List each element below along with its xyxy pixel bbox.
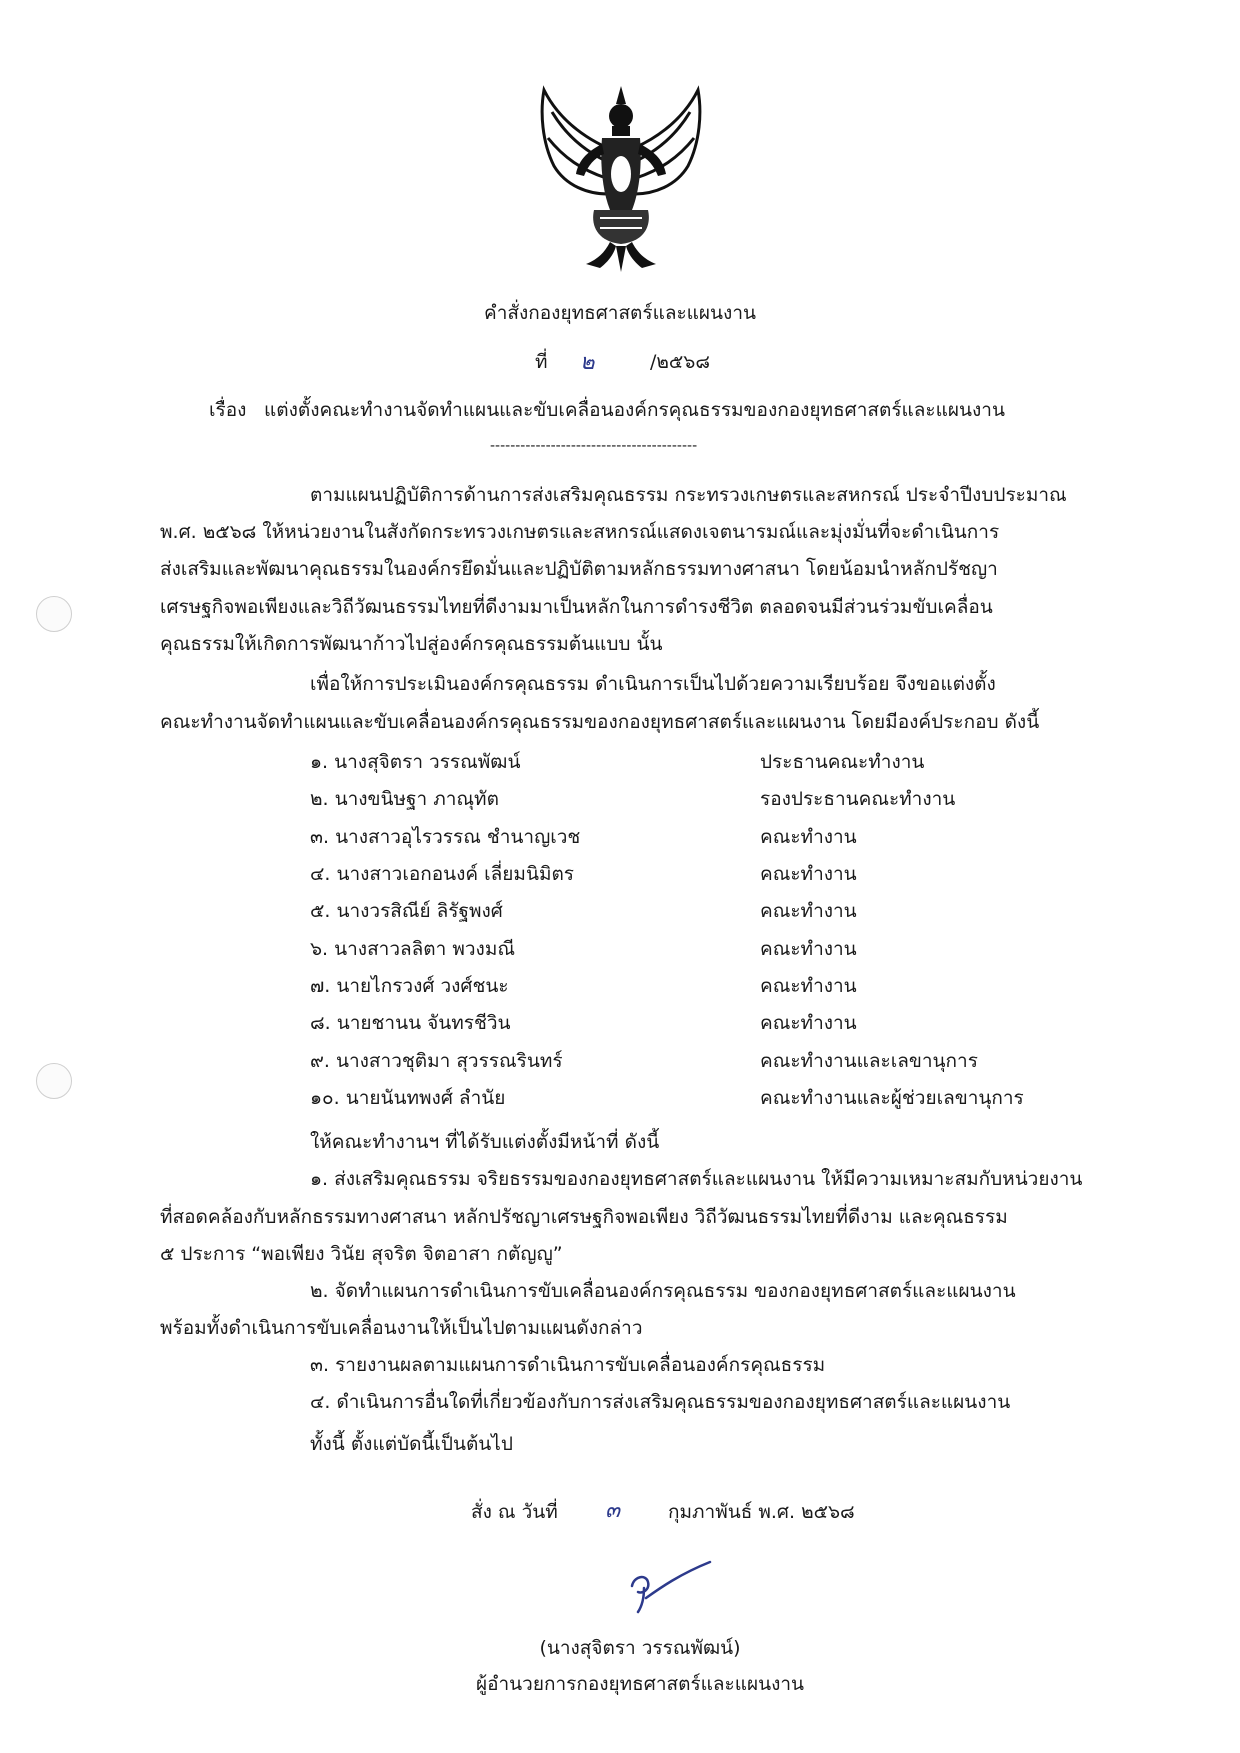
duty-4: ๔. ดำเนินการอื่นใดที่เกี่ยวข้องกับการส่งเสริมคุณธรรมของกองยุทธศาสตร์และแผนงาน xyxy=(310,1391,1011,1413)
duty-1-line-2: ที่สอดคล้องกับหลักธรรมทางศาสนา หลักปรัชญาเศรษฐกิจพอเพียง วิถีวัฒนธรรมไทยที่ดีงาม และคุณธรรม xyxy=(160,1206,1008,1228)
member-name: ๑๐. นายนันทพงศ์ ลำนัย xyxy=(310,1087,506,1109)
member-name: ๓. นางสาวอุไรวรรณ ชำนาญเวช xyxy=(310,826,581,848)
member-role: คณะทำงาน xyxy=(760,863,857,885)
member-name: ๘. นายชานน จันทรชีวิน xyxy=(310,1012,511,1034)
member-name: ๗. นายไกรวงศ์ วงศ์ชนะ xyxy=(310,975,509,997)
member-role: คณะทำงาน xyxy=(760,975,857,997)
member-role: คณะทำงาน xyxy=(760,938,857,960)
member-name: ๙. นางสาวชุติมา สุวรรณรินทร์ xyxy=(310,1050,563,1072)
order-title: คำสั่งกองยุทธศาสตร์และแผนงาน xyxy=(484,302,756,324)
signatory-position: ผู้อำนวยการกองยุทธศาสตร์และแผนงาน xyxy=(475,1673,805,1695)
issued-day-handwritten: ๓ xyxy=(605,1498,621,1523)
member-name: ๑. นางสุจิตรา วรรณพัฒน์ xyxy=(310,751,521,773)
issued-prefix: สั่ง ณ วันที่ xyxy=(471,1501,558,1523)
member-role: รองประธานคณะทำงาน xyxy=(760,788,956,810)
intro-line-2: พ.ศ. ๒๕๖๘ ให้หน่วยงานในสังกัดกระทรวงเกษตรและสหกรณ์แสดงเจตนารมณ์และมุ่งมั่นที่จะดำเนินการ xyxy=(160,521,1000,543)
purpose-line-1: เพื่อให้การประเมินองค์กรคุณธรรม ดำเนินการเป็นไปด้วยความเรียบร้อย จึงขอแต่งตั้ง xyxy=(310,673,996,695)
issued-month-year: กุมภาพันธ์ พ.ศ. ๒๕๖๘ xyxy=(668,1501,855,1523)
effective-statement: ทั้งนี้ ตั้งแต่บัดนี้เป็นต้นไป xyxy=(310,1433,513,1455)
signatory-name: (นางสุจิตรา วรรณพัฒน์) xyxy=(539,1637,741,1659)
intro-line-3: ส่งเสริมและพัฒนาคุณธรรมในองค์กรยึดมั่นและปฏิบัติตามหลักธรรมทางศาสนา โดยน้อมนำหลักปรัชญา xyxy=(160,558,998,580)
intro-line-5: คุณธรรมให้เกิดการพัฒนาก้าวไปสู่องค์กรคุณธรรมต้นแบบ นั้น xyxy=(160,633,663,655)
order-number-suffix: /๒๕๖๘ xyxy=(650,351,711,373)
duty-2-line-1: ๒. จัดทำแผนการดำเนินการขับเคลื่อนองค์กรคุณธรรม ของกองยุทธศาสตร์และแผนงาน xyxy=(310,1280,1016,1302)
member-role: คณะทำงาน xyxy=(760,900,857,922)
punch-hole-bottom xyxy=(36,1063,72,1099)
purpose-line-2: คณะทำงานจัดทำแผนและขับเคลื่อนองค์กรคุณธรรมของกองยุทธศาสตร์และแผนงาน โดยมีองค์ประกอบ ดังนี้ xyxy=(160,711,1040,733)
intro-line-1: ตามแผนปฏิบัติการด้านการส่งเสริมคุณธรรม กระทรวงเกษตรและสหกรณ์ ประจำปีงบประมาณ xyxy=(310,484,1067,506)
member-name: ๕. นางวรสิณีย์ ลิรัฐพงศ์ xyxy=(310,900,503,922)
subject-text: แต่งตั้งคณะทำงานจัดทำแผนและขับเคลื่อนองค์กรคุณธรรมของกองยุทธศาสตร์และแผนงาน xyxy=(264,399,1005,421)
duty-3: ๓. รายงานผลตามแผนการดำเนินการขับเคลื่อนองค์กรคุณธรรม xyxy=(310,1354,826,1376)
punch-hole-top xyxy=(36,596,72,632)
garuda-emblem xyxy=(530,82,712,274)
duty-1-line-1: ๑. ส่งเสริมคุณธรรม จริยธรรมของกองยุทธศาสตร์และแผนงาน ให้มีความเหมาะสมกับหน่วยงาน xyxy=(310,1168,1083,1190)
subject-label: เรื่อง xyxy=(209,399,247,421)
order-number-handwritten: ๒ xyxy=(580,350,595,375)
intro-line-4: เศรษฐกิจพอเพียงและวิถีวัฒนธรรมไทยที่ดีงามมาเป็นหลักในการดำรงชีวิต ตลอดจนมีส่วนร่วมขับเคลื่อน xyxy=(160,596,993,618)
member-name: ๖. นางสาวลลิตา พวงมณี xyxy=(310,938,515,960)
member-role: คณะทำงาน xyxy=(760,1012,857,1034)
member-role: คณะทำงานและเลขานุการ xyxy=(760,1050,978,1072)
duty-2-line-2: พร้อมทั้งดำเนินการขับเคลื่อนงานให้เป็นไปตามแผนดังกล่าว xyxy=(160,1317,643,1339)
member-role: คณะทำงาน xyxy=(760,826,857,848)
member-role: คณะทำงานและผู้ช่วยเลขานุการ xyxy=(760,1087,1024,1109)
member-role: ประธานคณะทำงาน xyxy=(760,751,925,773)
member-name: ๔. นางสาวเอกอนงค์ เลี่ยมนิมิตร xyxy=(310,863,575,885)
order-number-prefix: ที่ xyxy=(535,351,548,373)
member-name: ๒. นางขนิษฐา ภาณุทัต xyxy=(310,788,499,810)
duty-1-line-3: ๕ ประการ “พอเพียง วินัย สุจริต จิตอาสา กตัญญู” xyxy=(160,1243,563,1265)
divider-line: ----------------------------------------- xyxy=(490,438,698,454)
duties-intro: ให้คณะทำงานฯ ที่ได้รับแต่งตั้งมีหน้าที่ ดังนี้ xyxy=(310,1131,660,1153)
handwritten-signature xyxy=(620,1558,720,1618)
